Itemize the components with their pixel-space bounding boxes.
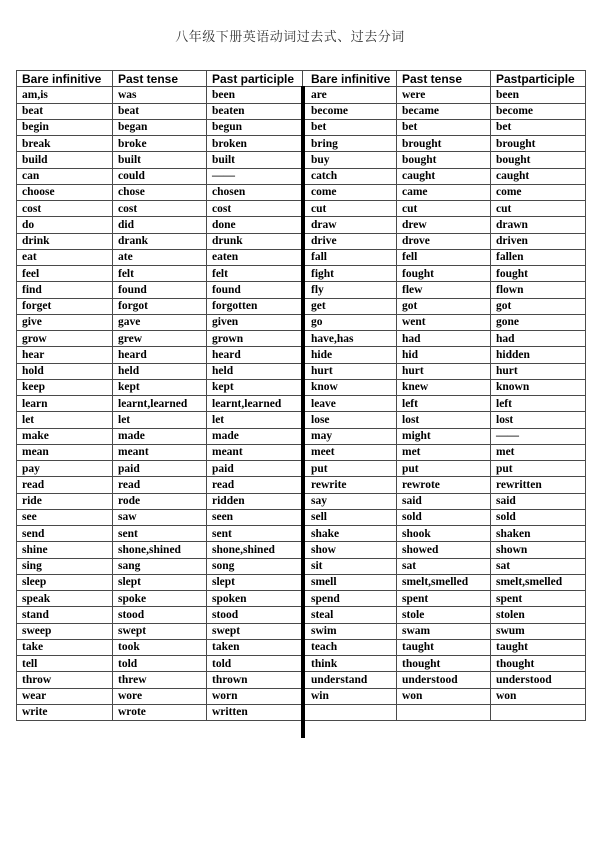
bare-infinitive-cell: think bbox=[303, 656, 397, 672]
past-tense-cell: flew bbox=[397, 282, 491, 298]
past-participle-cell: told bbox=[207, 656, 303, 672]
bare-infinitive-cell: cost bbox=[17, 201, 113, 217]
past-participle-cell: taken bbox=[207, 639, 303, 655]
past-participle-cell: felt bbox=[207, 266, 303, 282]
past-participle-cell: spent bbox=[491, 591, 586, 607]
bare-infinitive-cell: are bbox=[303, 87, 397, 103]
past-participle-cell: drunk bbox=[207, 233, 303, 249]
past-tense-cell: held bbox=[113, 363, 207, 379]
past-participle-cell: stolen bbox=[491, 607, 586, 623]
past-participle-cell: become bbox=[491, 103, 586, 119]
bare-infinitive-cell: am,is bbox=[17, 87, 113, 103]
past-tense-header: Past tense bbox=[113, 71, 207, 87]
past-tense-cell: met bbox=[397, 444, 491, 460]
bare-infinitive-cell: eat bbox=[17, 249, 113, 265]
past-participle-cell: sent bbox=[207, 526, 303, 542]
past-tense-cell: ate bbox=[113, 249, 207, 265]
bare-infinitive-cell: get bbox=[303, 298, 397, 314]
past-participle-cell: read bbox=[207, 477, 303, 493]
past-tense-cell: shone,shined bbox=[113, 542, 207, 558]
past-tense-cell: did bbox=[113, 217, 207, 233]
past-tense-cell: began bbox=[113, 119, 207, 135]
bare-infinitive-cell: sell bbox=[303, 509, 397, 525]
past-tense-cell: sent bbox=[113, 526, 207, 542]
bare-infinitive-cell: understand bbox=[303, 672, 397, 688]
past-tense-cell: threw bbox=[113, 672, 207, 688]
bare-infinitive-cell: beat bbox=[17, 103, 113, 119]
past-tense-cell: cost bbox=[113, 201, 207, 217]
past-tense-cell: sang bbox=[113, 558, 207, 574]
past-participle-cell: put bbox=[491, 461, 586, 477]
past-participle-cell: smelt,smelled bbox=[491, 574, 586, 590]
past-participle-cell: swept bbox=[207, 623, 303, 639]
bare-infinitive-cell: know bbox=[303, 379, 397, 395]
past-participle-cell: taught bbox=[491, 639, 586, 655]
bare-infinitive-cell: fly bbox=[303, 282, 397, 298]
past-participle-cell: let bbox=[207, 412, 303, 428]
past-participle-cell: hidden bbox=[491, 347, 586, 363]
bare-infinitive-cell: ride bbox=[17, 493, 113, 509]
past-participle-cell: seen bbox=[207, 509, 303, 525]
bare-infinitive-cell: bring bbox=[303, 136, 397, 152]
bare-infinitive-cell: keep bbox=[17, 379, 113, 395]
bare-infinitive-cell: mean bbox=[17, 444, 113, 460]
past-tense-cell: left bbox=[397, 396, 491, 412]
past-tense-cell: was bbox=[113, 87, 207, 103]
bare-infinitive-cell: begin bbox=[17, 119, 113, 135]
bare-infinitive-cell: become bbox=[303, 103, 397, 119]
past-tense-cell: forgot bbox=[113, 298, 207, 314]
past-tense-cell: read bbox=[113, 477, 207, 493]
bare-infinitive-cell: forget bbox=[17, 298, 113, 314]
bare-infinitive-cell: let bbox=[17, 412, 113, 428]
bare-infinitive-cell: drive bbox=[303, 233, 397, 249]
past-tense-cell: brought bbox=[397, 136, 491, 152]
bare-infinitive-cell: hide bbox=[303, 347, 397, 363]
past-tense-cell: drank bbox=[113, 233, 207, 249]
past-participle-cell: met bbox=[491, 444, 586, 460]
past-tense-cell: might bbox=[397, 428, 491, 444]
past-tense-cell: rewrote bbox=[397, 477, 491, 493]
past-participle-cell: kept bbox=[207, 379, 303, 395]
past-participle-cell: slept bbox=[207, 574, 303, 590]
past-participle-cell: heard bbox=[207, 347, 303, 363]
past-participle-cell: paid bbox=[207, 461, 303, 477]
past-tense-cell: understood bbox=[397, 672, 491, 688]
bare-infinitive-cell: break bbox=[17, 136, 113, 152]
past-participle-cell: caught bbox=[491, 168, 586, 184]
past-participle-cell: learnt,learned bbox=[207, 396, 303, 412]
past-tense-cell: fought bbox=[397, 266, 491, 282]
past-tense-cell: had bbox=[397, 331, 491, 347]
past-tense-cell: chose bbox=[113, 184, 207, 200]
bare-infinitive-cell: sing bbox=[17, 558, 113, 574]
past-participle-cell: bought bbox=[491, 152, 586, 168]
past-tense-cell: bought bbox=[397, 152, 491, 168]
past-participle-header: Past participle bbox=[207, 71, 303, 87]
bare-infinitive-cell: make bbox=[17, 428, 113, 444]
past-tense-cell: broke bbox=[113, 136, 207, 152]
past-participle-cell: written bbox=[207, 704, 303, 720]
past-tense-cell: meant bbox=[113, 444, 207, 460]
bare-infinitive-cell: stand bbox=[17, 607, 113, 623]
past-tense-cell: heard bbox=[113, 347, 207, 363]
bare-infinitive-cell: teach bbox=[303, 639, 397, 655]
past-participle-header: Pastparticiple bbox=[491, 71, 586, 87]
bare-infinitive-cell bbox=[303, 704, 397, 720]
bare-infinitive-cell: do bbox=[17, 217, 113, 233]
past-participle-cell: got bbox=[491, 298, 586, 314]
past-tense-cell: swam bbox=[397, 623, 491, 639]
bare-infinitive-cell: send bbox=[17, 526, 113, 542]
bare-infinitive-cell: spend bbox=[303, 591, 397, 607]
past-tense-cell: got bbox=[397, 298, 491, 314]
past-participle-cell: shone,shined bbox=[207, 542, 303, 558]
past-tense-cell: stood bbox=[113, 607, 207, 623]
bare-infinitive-cell: swim bbox=[303, 623, 397, 639]
bare-infinitive-cell: tell bbox=[17, 656, 113, 672]
bare-infinitive-cell: bet bbox=[303, 119, 397, 135]
past-participle-cell: given bbox=[207, 314, 303, 330]
bare-infinitive-cell: throw bbox=[17, 672, 113, 688]
past-participle-cell: —— bbox=[491, 428, 586, 444]
past-participle-cell: been bbox=[491, 87, 586, 103]
bare-infinitive-cell: wear bbox=[17, 688, 113, 704]
past-tense-cell: stole bbox=[397, 607, 491, 623]
past-participle-cell: bet bbox=[491, 119, 586, 135]
bare-infinitive-cell: go bbox=[303, 314, 397, 330]
bare-infinitive-cell: shake bbox=[303, 526, 397, 542]
past-tense-cell: saw bbox=[113, 509, 207, 525]
past-tense-cell: hid bbox=[397, 347, 491, 363]
past-tense-cell: showed bbox=[397, 542, 491, 558]
past-participle-cell: thought bbox=[491, 656, 586, 672]
bare-infinitive-cell: lose bbox=[303, 412, 397, 428]
bare-infinitive-cell: fight bbox=[303, 266, 397, 282]
past-participle-cell: chosen bbox=[207, 184, 303, 200]
past-participle-cell: sold bbox=[491, 509, 586, 525]
past-tense-cell: lost bbox=[397, 412, 491, 428]
bare-infinitive-cell: catch bbox=[303, 168, 397, 184]
past-participle-cell: song bbox=[207, 558, 303, 574]
bare-infinitive-cell: smell bbox=[303, 574, 397, 590]
past-participle-cell: been bbox=[207, 87, 303, 103]
bare-infinitive-cell: learn bbox=[17, 396, 113, 412]
past-participle-cell: made bbox=[207, 428, 303, 444]
bare-infinitive-cell: have,has bbox=[303, 331, 397, 347]
bare-infinitive-cell: steal bbox=[303, 607, 397, 623]
past-participle-cell: forgotten bbox=[207, 298, 303, 314]
past-participle-cell: lost bbox=[491, 412, 586, 428]
past-participle-cell: shown bbox=[491, 542, 586, 558]
past-participle-cell: brought bbox=[491, 136, 586, 152]
past-participle-cell: said bbox=[491, 493, 586, 509]
bare-infinitive-cell: take bbox=[17, 639, 113, 655]
past-tense-cell: were bbox=[397, 87, 491, 103]
past-participle-cell bbox=[491, 704, 586, 720]
header-row bbox=[17, 71, 586, 87]
past-tense-cell: caught bbox=[397, 168, 491, 184]
past-participle-cell: beaten bbox=[207, 103, 303, 119]
past-tense-cell: drove bbox=[397, 233, 491, 249]
past-participle-cell: known bbox=[491, 379, 586, 395]
past-participle-cell: eaten bbox=[207, 249, 303, 265]
past-tense-cell: bet bbox=[397, 119, 491, 135]
past-participle-cell: thrown bbox=[207, 672, 303, 688]
past-participle-cell: sat bbox=[491, 558, 586, 574]
past-participle-cell: cut bbox=[491, 201, 586, 217]
past-participle-cell: had bbox=[491, 331, 586, 347]
past-tense-cell: shook bbox=[397, 526, 491, 542]
bare-infinitive-cell: come bbox=[303, 184, 397, 200]
past-tense-cell: hurt bbox=[397, 363, 491, 379]
bare-infinitive-cell: cut bbox=[303, 201, 397, 217]
bare-infinitive-cell: feel bbox=[17, 266, 113, 282]
bare-infinitive-cell: hear bbox=[17, 347, 113, 363]
bare-infinitive-header: Bare infinitive bbox=[303, 71, 397, 87]
past-participle-cell: grown bbox=[207, 331, 303, 347]
past-participle-cell: cost bbox=[207, 201, 303, 217]
past-participle-cell: flown bbox=[491, 282, 586, 298]
past-tense-cell: fell bbox=[397, 249, 491, 265]
bare-infinitive-cell: show bbox=[303, 542, 397, 558]
bare-infinitive-cell: hurt bbox=[303, 363, 397, 379]
past-tense-cell: let bbox=[113, 412, 207, 428]
column-divider bbox=[301, 86, 305, 738]
past-tense-cell: spent bbox=[397, 591, 491, 607]
past-tense-cell: learnt,learned bbox=[113, 396, 207, 412]
past-tense-cell: could bbox=[113, 168, 207, 184]
past-tense-cell: beat bbox=[113, 103, 207, 119]
past-participle-cell: fallen bbox=[491, 249, 586, 265]
past-participle-cell: fought bbox=[491, 266, 586, 282]
past-tense-cell: built bbox=[113, 152, 207, 168]
past-tense-cell: sat bbox=[397, 558, 491, 574]
bare-infinitive-cell: rewrite bbox=[303, 477, 397, 493]
past-tense-cell: found bbox=[113, 282, 207, 298]
past-tense-cell: knew bbox=[397, 379, 491, 395]
bare-infinitive-cell: can bbox=[17, 168, 113, 184]
bare-infinitive-cell: write bbox=[17, 704, 113, 720]
past-participle-cell: done bbox=[207, 217, 303, 233]
past-participle-cell: understood bbox=[491, 672, 586, 688]
past-tense-cell: wore bbox=[113, 688, 207, 704]
past-participle-cell: left bbox=[491, 396, 586, 412]
bare-infinitive-header: Bare infinitive bbox=[17, 71, 113, 87]
past-participle-cell: stood bbox=[207, 607, 303, 623]
bare-infinitive-cell: say bbox=[303, 493, 397, 509]
bare-infinitive-cell: pay bbox=[17, 461, 113, 477]
past-tense-cell: said bbox=[397, 493, 491, 509]
bare-infinitive-cell: find bbox=[17, 282, 113, 298]
past-participle-cell: broken bbox=[207, 136, 303, 152]
past-participle-cell: spoken bbox=[207, 591, 303, 607]
bare-infinitive-cell: build bbox=[17, 152, 113, 168]
bare-infinitive-cell: drink bbox=[17, 233, 113, 249]
past-participle-cell: come bbox=[491, 184, 586, 200]
past-participle-cell: drawn bbox=[491, 217, 586, 233]
past-tense-cell: rode bbox=[113, 493, 207, 509]
past-tense-cell: smelt,smelled bbox=[397, 574, 491, 590]
past-tense-cell: went bbox=[397, 314, 491, 330]
bare-infinitive-cell: meet bbox=[303, 444, 397, 460]
bare-infinitive-cell: give bbox=[17, 314, 113, 330]
bare-infinitive-cell: read bbox=[17, 477, 113, 493]
past-tense-cell bbox=[397, 704, 491, 720]
bare-infinitive-cell: choose bbox=[17, 184, 113, 200]
bare-infinitive-cell: sit bbox=[303, 558, 397, 574]
past-tense-cell: cut bbox=[397, 201, 491, 217]
past-tense-cell: made bbox=[113, 428, 207, 444]
past-participle-cell: held bbox=[207, 363, 303, 379]
bare-infinitive-cell: sweep bbox=[17, 623, 113, 639]
past-tense-cell: kept bbox=[113, 379, 207, 395]
past-tense-cell: grew bbox=[113, 331, 207, 347]
past-participle-cell: ridden bbox=[207, 493, 303, 509]
bare-infinitive-cell: buy bbox=[303, 152, 397, 168]
past-tense-cell: wrote bbox=[113, 704, 207, 720]
past-participle-cell: gone bbox=[491, 314, 586, 330]
bare-infinitive-cell: shine bbox=[17, 542, 113, 558]
past-tense-cell: won bbox=[397, 688, 491, 704]
bare-infinitive-cell: speak bbox=[17, 591, 113, 607]
bare-infinitive-cell: see bbox=[17, 509, 113, 525]
page-title: 八年级下册英语动词过去式、过去分词 bbox=[175, 30, 405, 45]
bare-infinitive-cell: may bbox=[303, 428, 397, 444]
bare-infinitive-cell: put bbox=[303, 461, 397, 477]
past-tense-cell: took bbox=[113, 639, 207, 655]
past-participle-cell: driven bbox=[491, 233, 586, 249]
past-tense-cell: swept bbox=[113, 623, 207, 639]
past-tense-cell: slept bbox=[113, 574, 207, 590]
past-participle-cell: begun bbox=[207, 119, 303, 135]
past-participle-cell: rewritten bbox=[491, 477, 586, 493]
bare-infinitive-cell: win bbox=[303, 688, 397, 704]
bare-infinitive-cell: grow bbox=[17, 331, 113, 347]
past-participle-cell: shaken bbox=[491, 526, 586, 542]
past-participle-cell: swum bbox=[491, 623, 586, 639]
past-tense-cell: thought bbox=[397, 656, 491, 672]
bare-infinitive-cell: fall bbox=[303, 249, 397, 265]
bare-infinitive-cell: draw bbox=[303, 217, 397, 233]
past-participle-cell: —— bbox=[207, 168, 303, 184]
past-participle-cell: worn bbox=[207, 688, 303, 704]
past-tense-cell: felt bbox=[113, 266, 207, 282]
past-tense-cell: gave bbox=[113, 314, 207, 330]
past-participle-cell: meant bbox=[207, 444, 303, 460]
past-tense-cell: drew bbox=[397, 217, 491, 233]
past-tense-cell: spoke bbox=[113, 591, 207, 607]
past-tense-cell: put bbox=[397, 461, 491, 477]
past-tense-cell: sold bbox=[397, 509, 491, 525]
past-tense-cell: taught bbox=[397, 639, 491, 655]
past-participle-cell: won bbox=[491, 688, 586, 704]
past-tense-cell: became bbox=[397, 103, 491, 119]
past-tense-cell: came bbox=[397, 184, 491, 200]
bare-infinitive-cell: leave bbox=[303, 396, 397, 412]
past-tense-cell: told bbox=[113, 656, 207, 672]
bare-infinitive-cell: hold bbox=[17, 363, 113, 379]
past-tense-cell: paid bbox=[113, 461, 207, 477]
past-participle-cell: built bbox=[207, 152, 303, 168]
past-tense-header: Past tense bbox=[397, 71, 491, 87]
past-participle-cell: hurt bbox=[491, 363, 586, 379]
bare-infinitive-cell: sleep bbox=[17, 574, 113, 590]
past-participle-cell: found bbox=[207, 282, 303, 298]
